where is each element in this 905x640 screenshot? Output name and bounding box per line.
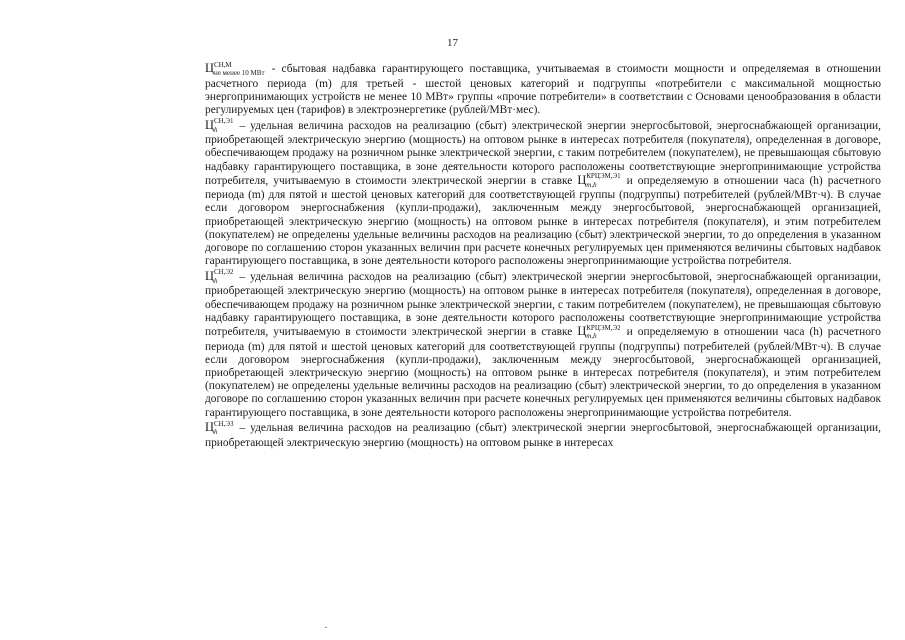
inline-superscript: КРЦЭМ,Э1 [586,172,621,181]
price-symbol: Ц [205,117,214,132]
inline-price-symbol: Ц [577,324,587,339]
inline-price-symbol: Ц [577,172,587,187]
symbol-indices [213,60,265,78]
symbol-superscript: СН,Э3 [213,419,234,428]
price-symbol: Ц [205,61,214,75]
paragraph-text: – удельная величина расходов на реализацию (сбыт) электрической энергии энергосбытовой, энергоснабжающей организации, приобретающей электрическую энергию (мощность) на оптовом рынке в интересах [205,422,881,449]
paragraph-sn-e1 [205,119,881,269]
symbol-indices [214,270,234,285]
symbol-subscript: h [213,276,218,285]
paragraph-sn-m [205,62,881,117]
inline-superscript: КРЦЭМ,Э2 [586,323,621,332]
paragraph-text-after: и определяемую в отношении часа (h) расчетного периода (m) для пятой и шестой ценовых категорий для соответствующей группы (подгруппы) потребителей (рублей/МВт·ч). В случае если договором энергоснабжения (купли-продажи), заключенным между энергосбытовой, энергоснабжающей организацией, приобретающей электрическую энергию (мощность) на оптовом рынке в интересах потребителя (покупателя), и этим потребителем (покупателем) не определены удельные величины расходов на реализацию (сбыт) электрической энергии, то до определения в указанном договоре по соглашению сторон указанных величин при расчете конечных регулируемых цен применяются величины сбытовых надбавок гарантирующего поставщика, в зоне деятельности которого расположены энергопринимающие устройства потребителя. [205,326,881,419]
symbol-subscript: h [213,125,218,134]
symbol-subscript: h [213,428,218,437]
scan-artifact [325,627,327,628]
inline-subscript: m,h [586,332,597,341]
paragraph-sn-e2 [205,270,881,420]
paragraph-text-after: и определяемую в отношении часа (h) расчетного периода (m) для пятой и шестой ценовых категорий для соответствующей группы (подгруппы) потребителей (рублей/МВт·ч). В случае если договором энергоснабжения (купли-продажи), заключенным между энергосбытовой, энергоснабжающей организацией, приобретающей электрическую энергию (мощность) на оптовом рынке в интересах потребителя (покупателя), и этим потребителем (покупателем) не определены удельные величины расходов на реализацию (сбыт) электрической энергии, то до определения в указанном договоре по соглашению сторон указанных величин при расчете конечных регулируемых цен применяются величины сбытовых надбавок гарантирующего поставщика, в зоне деятельности которого расположены энергопринимающие устройства потребителя. [205,174,881,268]
inline-symbol-indices [586,174,620,189]
inline-subscript: m,h [586,180,597,189]
document-body [205,62,881,451]
paragraph-sn-e3 [205,421,881,450]
paragraph-text: - сбытовая надбавка гарантирующего поставщика, учитываемая в стоимости мощности и определяемая в отношении расчетного периода (m) для третьей - шестой ценовых категорий и подгруппы «потребители с максимальной мощностью энергопринимающих устройств не менее 10 МВт» группы «прочие потребители» в соответствии с Основами ценообразования в области регулируемых цен (тарифов) в электроэнергетике (рублей/МВт·мес). [205,63,881,116]
symbol-superscript: СН,М [213,60,232,69]
symbol-superscript: СН,Э1 [213,117,234,126]
price-symbol: Ц [205,420,214,435]
page-number: 17 [447,37,458,49]
symbol-subscript: не менее 10 МВт [213,69,265,77]
paragraph-text-before: – удельная величина расходов на реализацию (сбыт) электрической энергии энергосбытовой, энергоснабжающей организации, приобретающей электрическую энергию (мощность) на оптовом рынке в интересах потребителя (покупателя), определенная в договоре, обеспечивающем продажу на розничном рынке электрической энергии, с таким потребителем (покупателем), не превышающая сбытовую надбавку гарантирующего поставщика, в зоне деятельности которого расположены соответствующие энергопринимающие устройства потребителя, учитываемую в стоимости электрической энергии в ставке [205,119,881,187]
symbol-indices [213,419,234,437]
symbol-superscript: СН,Э2 [213,268,234,277]
price-symbol: Ц [205,268,214,283]
inline-symbol-indices [586,323,621,341]
paragraph-text-before: – удельная величина расходов на реализацию (сбыт) электрической энергии энергосбытовой, энергоснабжающей организации, приобретающей электрическую энергию (мощность) на оптовом рынке в интересах потребителя (покупателя), определенная в договоре, обеспечивающем продажу на розничном рынке электрической энергии, с таким потребителем (покупателем), не превышающая сбытовую надбавку гарантирующего поставщика, в зоне деятельности которого расположены соответствующие энергопринимающие устройства потребителя, учитываемую в стоимости электрической энергии в ставке [205,270,881,339]
symbol-indices [214,119,234,134]
